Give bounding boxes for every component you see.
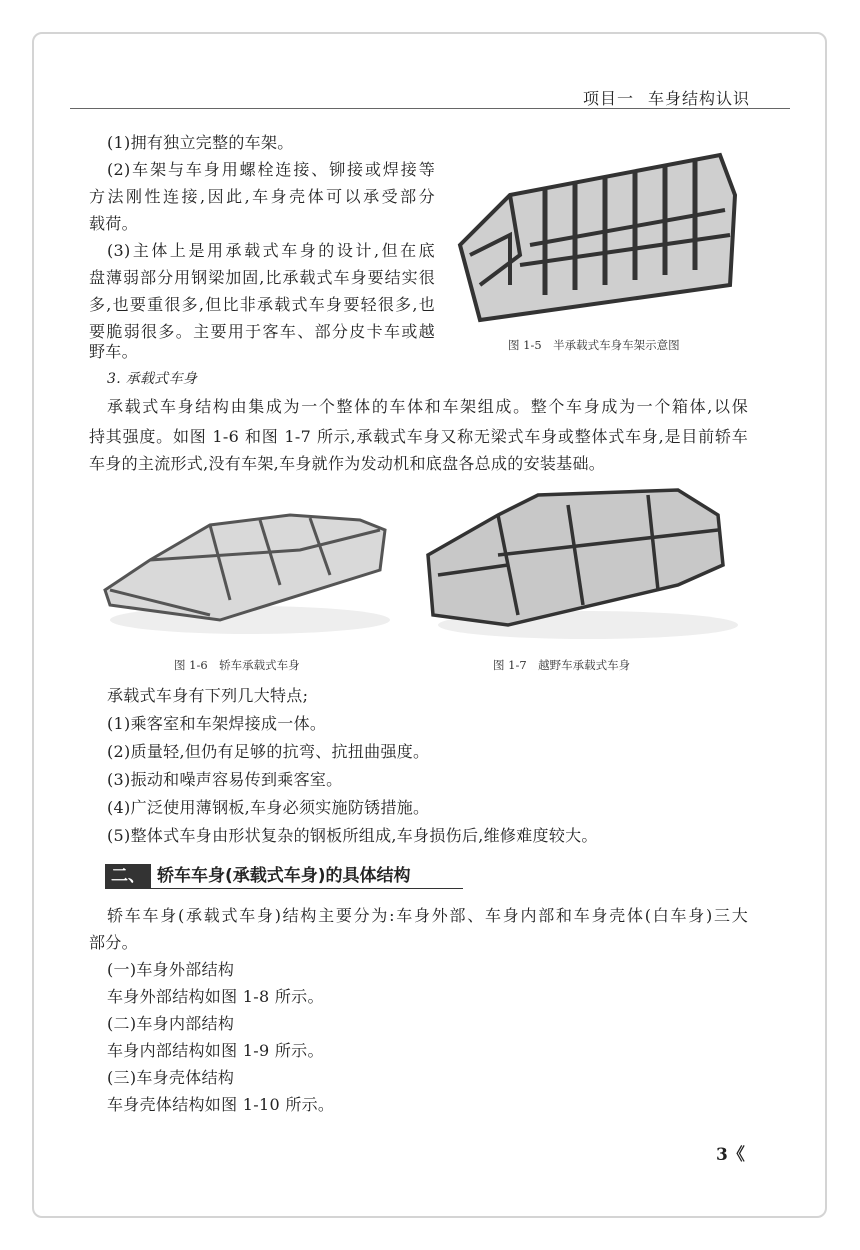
feature-item: (4)广泛使用薄钢板,车身必须实施防锈措施。 <box>107 798 430 817</box>
section-title: 轿车车身(承载式车身)的具体结构 <box>157 866 411 886</box>
paragraph-line: (2)车架与车身用螺栓连接、铆接或焊接等 <box>107 160 435 179</box>
figure-1-7-caption: 图 1-7 越野车承载式车身 <box>493 658 631 672</box>
figure-1-7-suv-body <box>418 485 738 645</box>
header-title: 车身结构认识 <box>647 89 750 108</box>
paragraph-line: 载荷。 <box>89 214 138 233</box>
header-rule <box>70 108 790 109</box>
paragraph-line: 多,也要重很多,但比非承载式车身要轻很多,也 <box>89 295 435 314</box>
subsection-heading: (一)车身外部结构 <box>107 960 235 979</box>
feature-item: (2)质量轻,但仍有足够的抗弯、抗扭曲强度。 <box>107 742 430 761</box>
paragraph-line: (3)主体上是用承载式车身的设计,但在底 <box>107 241 435 260</box>
feature-item: (3)振动和噪声容易传到乘客室。 <box>107 770 343 789</box>
section-heading <box>105 864 463 889</box>
features-intro: 承载式车身有下列几大特点; <box>107 686 309 705</box>
figure-1-6-sedan-body <box>100 490 390 640</box>
paragraph-line: (1)拥有独立完整的车架。 <box>107 133 294 152</box>
paragraph-line: 车身的主流形式,没有车架,车身就作为发动机和底盘各总成的安装基础。 <box>89 454 606 473</box>
subheading: 3. 承载式车身 <box>107 371 198 387</box>
paragraph-line: 野车。 <box>89 342 138 361</box>
subsection-heading: (二)车身内部结构 <box>107 1014 235 1033</box>
paragraph-line: 持其强度。如图 1-6 和图 1-7 所示,承载式车身又称无梁式车身或整体式车身,是目前轿车 <box>89 427 748 446</box>
header-project: 项目一 <box>582 89 634 108</box>
figure-1-5-caption: 图 1-5 半承载式车身车架示意图 <box>508 338 680 352</box>
feature-item: (5)整体式车身由形状复杂的钢板所组成,车身损伤后,维修难度较大。 <box>107 826 598 845</box>
section-number: 二、 <box>105 864 151 888</box>
feature-item: (1)乘客室和车架焊接成一体。 <box>107 714 327 733</box>
figure-1-5-semi-monocoque-frame <box>450 135 740 325</box>
page-number <box>716 1140 745 1165</box>
paragraph-line: 方法刚性连接,因此,车身壳体可以承受部分 <box>89 187 435 206</box>
page-marker-icon: 《 <box>727 1145 745 1165</box>
paragraph-line: 要脆弱很多。主要用于客车、部分皮卡车或越 <box>89 322 435 341</box>
paragraph-line: 轿车车身(承载式车身)结构主要分为:车身外部、车身内部和车身壳体(白车身)三大 <box>107 906 748 925</box>
paragraph-line: 车身壳体结构如图 1-10 所示。 <box>107 1095 335 1114</box>
paragraph-line: 盘薄弱部分用钢梁加固,比承载式车身要结实很 <box>89 268 435 287</box>
paragraph-line: 承载式车身结构由集成为一个整体的车体和车架组成。整个车身成为一个箱体,以保 <box>107 397 748 416</box>
running-header <box>583 86 750 109</box>
subsection-heading: (三)车身壳体结构 <box>107 1068 235 1087</box>
paragraph-line: 车身内部结构如图 1-9 所示。 <box>107 1041 324 1060</box>
paragraph-line: 车身外部结构如图 1-8 所示。 <box>107 987 324 1006</box>
page-number-value: 3 <box>716 1145 728 1165</box>
paragraph-line: 部分。 <box>89 933 138 952</box>
figure-1-6-caption: 图 1-6 轿车承载式车身 <box>174 658 300 672</box>
